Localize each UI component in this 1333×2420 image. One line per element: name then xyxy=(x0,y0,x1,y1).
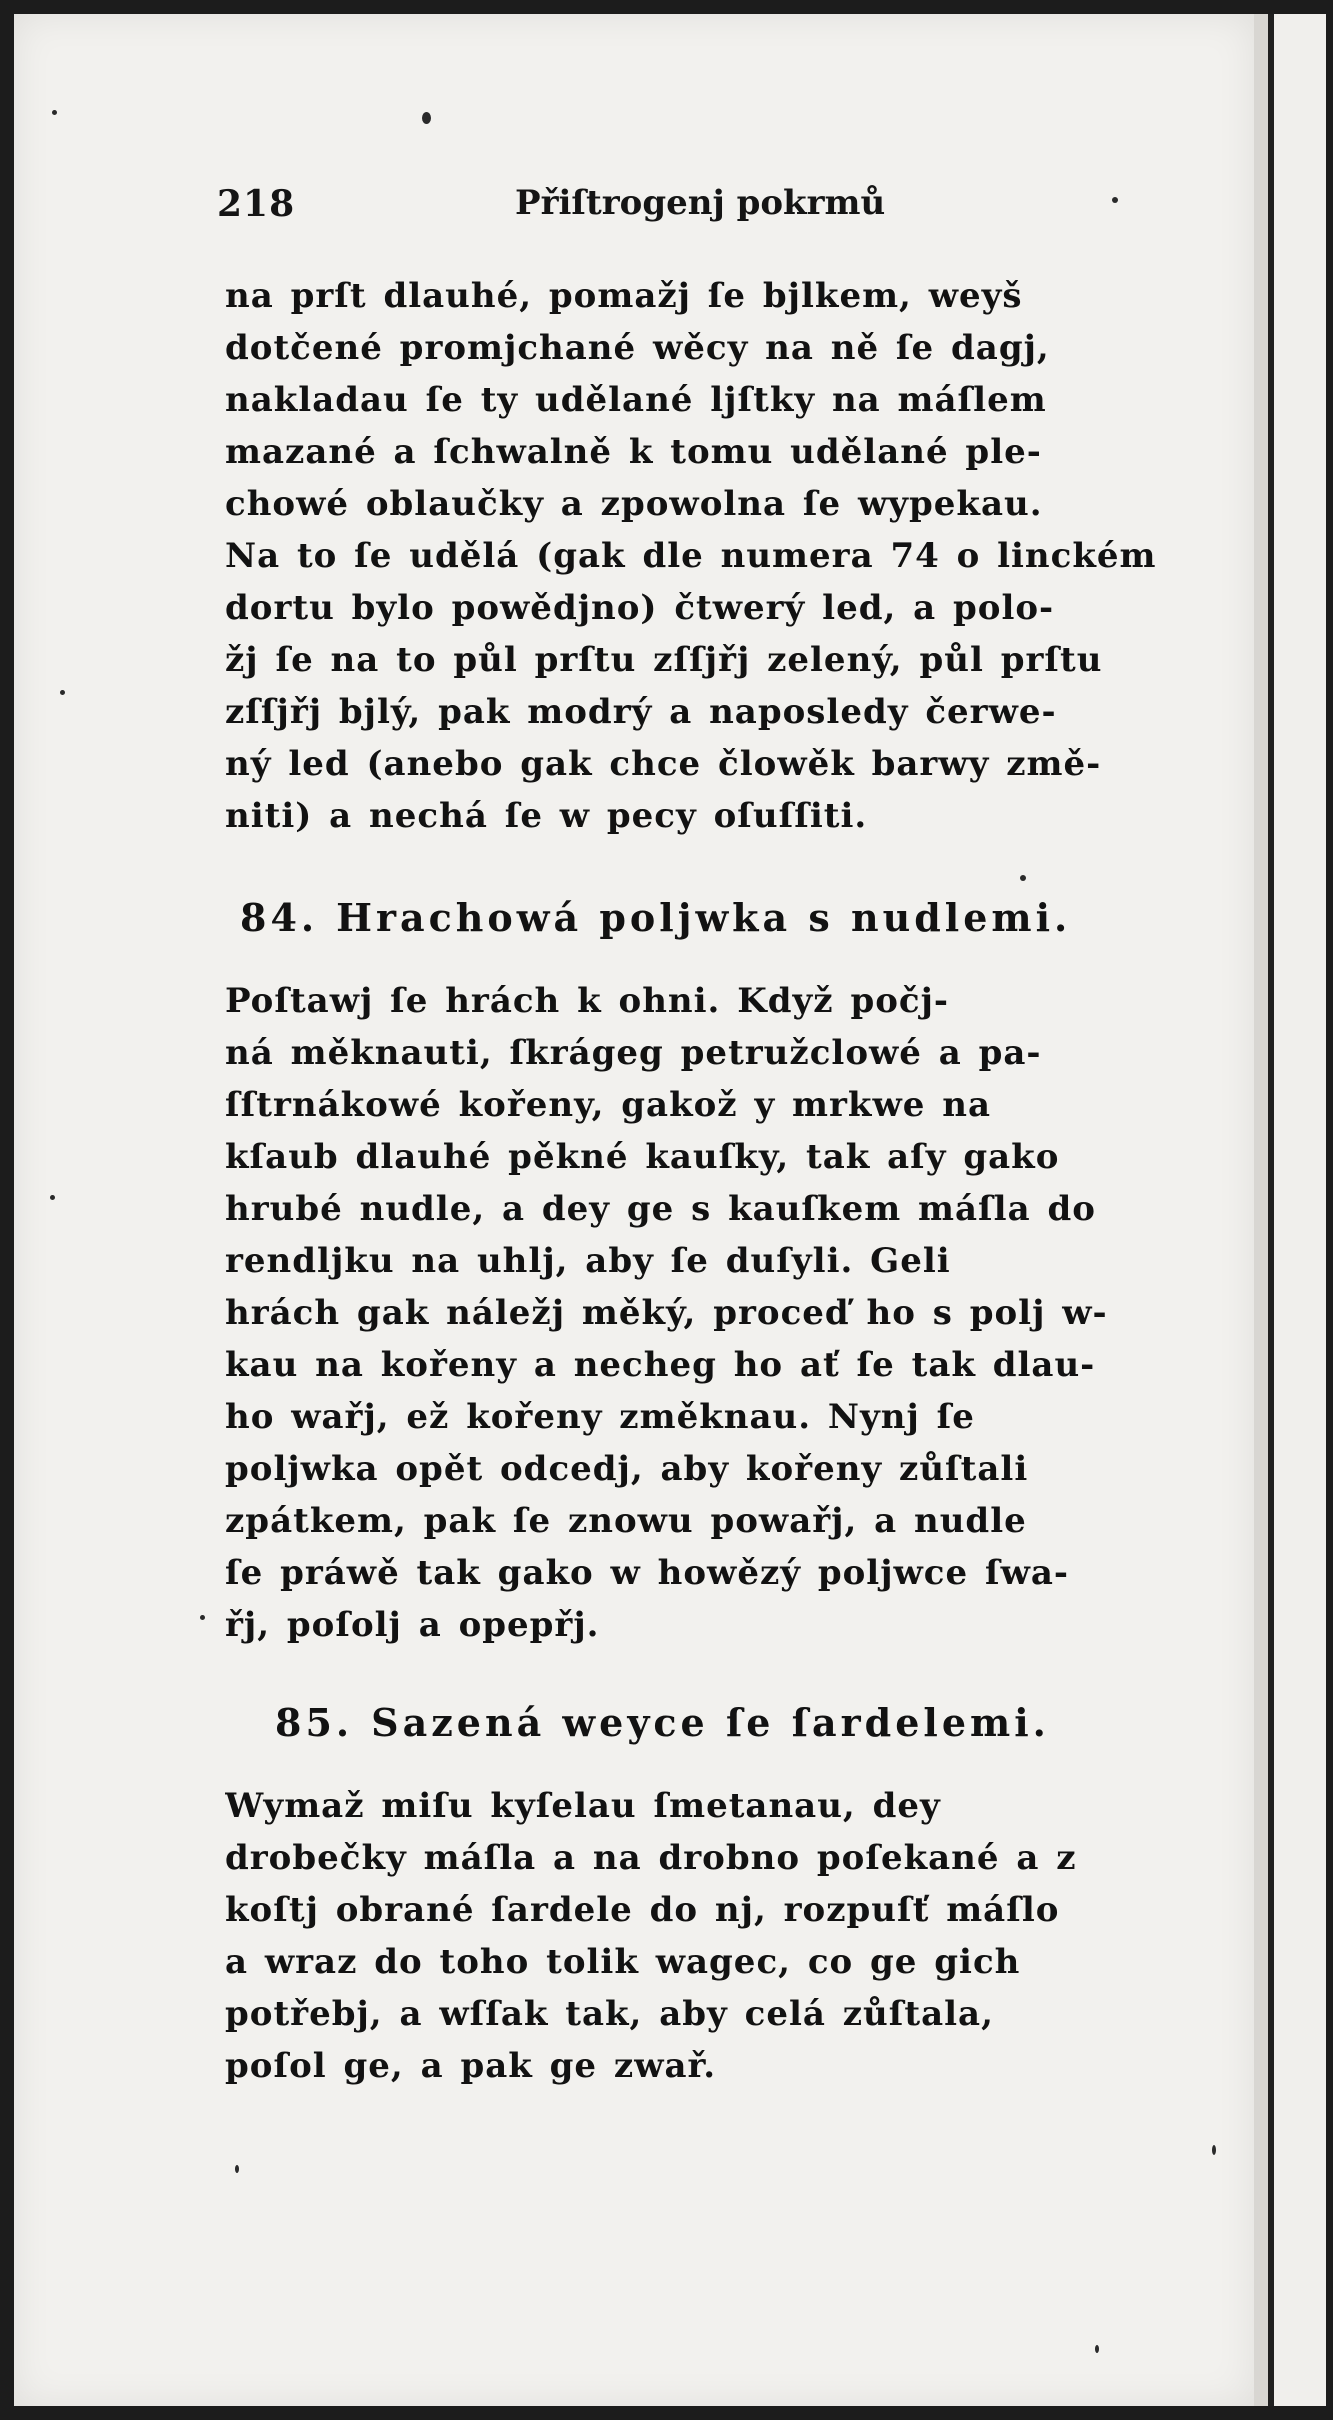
text-line: řj, poſolj a opepřj. xyxy=(225,1605,600,1645)
text-line: zpátkem, pak ſe znowu powařj, a nudle xyxy=(225,1501,1027,1541)
text-line: nakladau ſe ty udělané ljſtky na máſlem xyxy=(225,380,1047,420)
recipe-title: Hrachowá poljwka s nudlemi. xyxy=(336,895,1072,940)
text-line: Na to ſe udělá (gak dle numera 74 o linckém xyxy=(225,536,1157,576)
page-header xyxy=(205,183,1105,243)
recipe-number: 84. xyxy=(240,895,319,940)
text-line: drobečky máſla a na drobno poſekané a z xyxy=(225,1838,1077,1878)
recipe-title: Sazená weyce ſe ſardelemi. xyxy=(371,1700,1050,1745)
text-line: zſſjřj bjlý, pak modrý a naposledy čerwe- xyxy=(225,692,1057,732)
text-line: ſe práwě tak gako w howězý poljwce ſwa- xyxy=(225,1553,1070,1593)
continued-recipe-text xyxy=(225,270,1210,842)
text-line: ný led (anebo gak chce člowěk barwy změ- xyxy=(225,744,1102,784)
text-line: poljwka opět odcedj, aby kořeny zůſtali xyxy=(225,1449,1029,1489)
text-line: a wraz do toho tolik wagec, co ge gich xyxy=(225,1942,1021,1982)
paper-speck xyxy=(1095,2345,1099,2353)
paper-speck xyxy=(50,1195,55,1200)
text-line: kau na kořeny a necheg ho ať ſe tak dlau- xyxy=(225,1345,1096,1385)
text-line: rendljku na uhlj, aby ſe duſyli. Geli xyxy=(225,1241,951,1281)
text-line: poſol ge, a pak ge zwař. xyxy=(225,2046,717,2086)
paper-speck xyxy=(235,2165,239,2173)
paper-speck xyxy=(60,690,65,695)
text-line: Wymaž miſu kyſelau ſmetanau, dey xyxy=(225,1786,941,1826)
running-title: Přiſtrogenj pokrmů xyxy=(515,183,886,223)
recipe-85-body xyxy=(225,1780,1210,2092)
text-line: dotčené promjchané wěcy na ně ſe dagj, xyxy=(225,328,1050,368)
paper-speck xyxy=(200,1615,205,1620)
page-gutter xyxy=(1254,14,1268,2406)
text-line: na prſt dlauhé, pomažj ſe bjlkem, weyš xyxy=(225,276,1023,316)
text-line: potřebj, a wſſak tak, aby celá zůſtala, xyxy=(225,1994,994,2034)
text-line: hrubé nudle, a dey ge s kauſkem máſla do xyxy=(225,1189,1096,1229)
text-line: ſſtrnákowé kořeny, gakož y mrkwe na xyxy=(225,1085,991,1125)
text-line: koſtj obrané ſardele do nj, rozpuſť máſlo xyxy=(225,1890,1060,1930)
text-line: chowé oblaučky a zpowolna ſe wypekau. xyxy=(225,484,1043,524)
recipe-84-heading xyxy=(240,895,1071,940)
recipe-84-body xyxy=(225,975,1210,1651)
recipe-85-heading xyxy=(275,1700,1050,1745)
text-line: mazané a ſchwalně k tomu udělané ple- xyxy=(225,432,1042,472)
paper-speck xyxy=(52,110,57,115)
text-line: žj ſe na to půl prſtu zſſjřj zelený, půl prſtu xyxy=(225,640,1103,680)
recipe-number: 85. xyxy=(275,1700,354,1745)
next-page-edge xyxy=(1268,14,1326,2406)
text-line: Poſtawj ſe hrách k ohni. Když počj- xyxy=(225,981,950,1021)
text-line: ho wařj, ež kořeny změknau. Nynj ſe xyxy=(225,1397,975,1437)
paper-speck xyxy=(1020,875,1026,881)
page-number: 218 xyxy=(217,183,296,225)
text-line: hrách gak náležj měký, proceď ho s polj w- xyxy=(225,1293,1108,1333)
text-line: niti) a nechá ſe w pecy oſuſſiti. xyxy=(225,796,868,836)
text-line: ná měknauti, ſkrágeg petružclowé a pa- xyxy=(225,1033,1042,1073)
paper-speck xyxy=(1212,2145,1216,2155)
paper-speck xyxy=(1112,197,1118,203)
text-line: kſaub dlauhé pěkné kauſky, tak aſy gako xyxy=(225,1137,1060,1177)
paper-speck xyxy=(422,112,431,124)
text-line: dortu bylo powědjno) čtwerý led, a polo- xyxy=(225,588,1055,628)
